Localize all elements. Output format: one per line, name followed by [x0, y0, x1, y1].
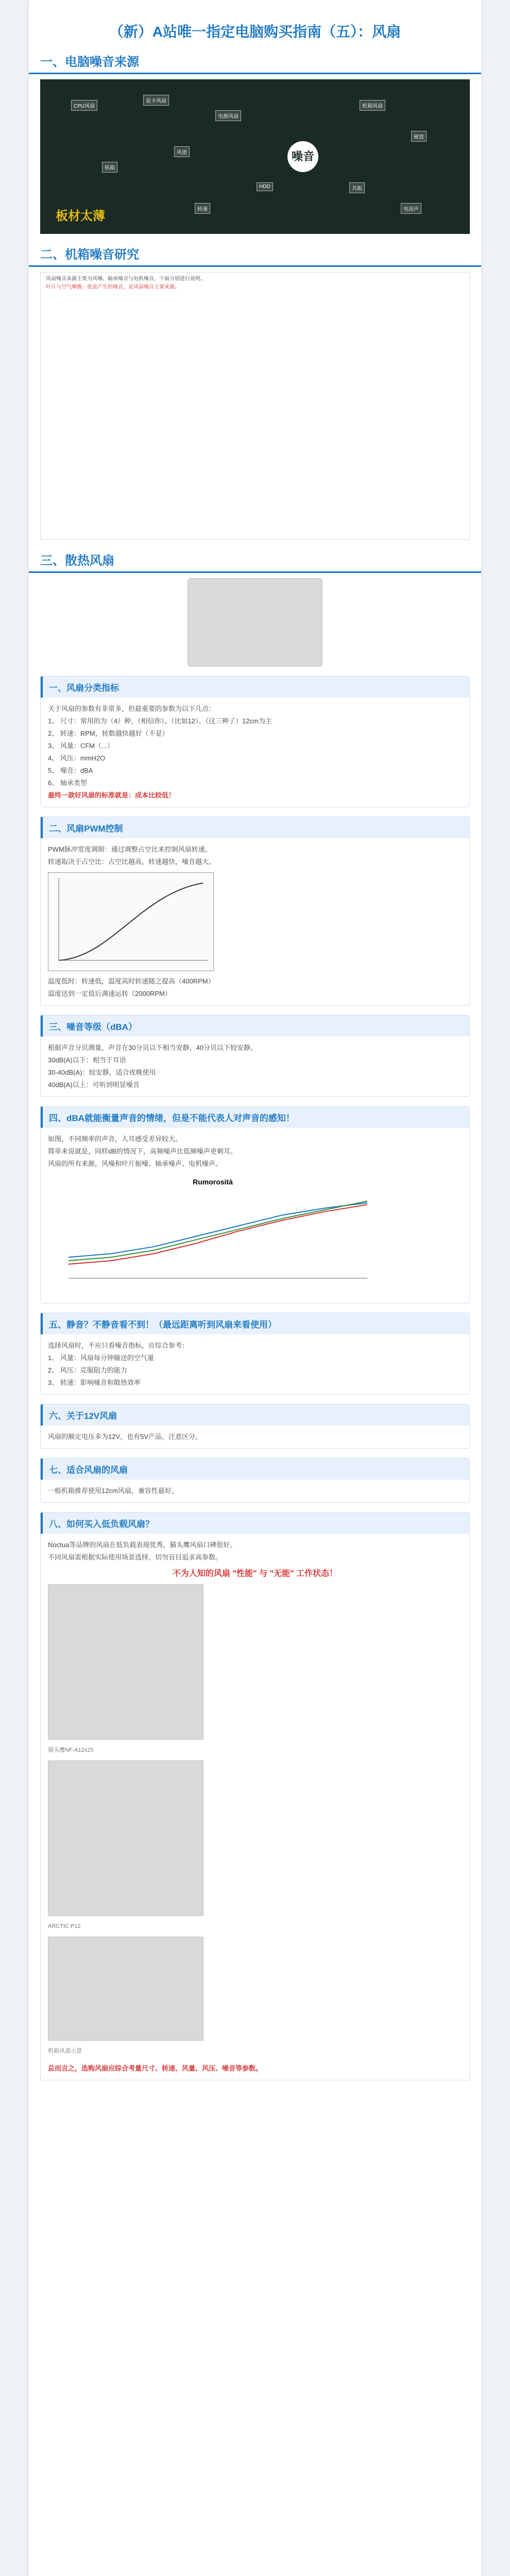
b5-item: 1、 风量：风扇每分钟输送的空气量 [48, 1354, 154, 1362]
box-b4 [40, 1106, 470, 1303]
fan-photo-2 [48, 1760, 203, 1916]
b2-text: PWM脉冲宽度调制：通过调整占空比来控制风扇转速。 [48, 845, 212, 853]
box-b2 [40, 817, 470, 1006]
photo-caption: 机箱风道示意 [48, 2048, 82, 2054]
mindmap-node: 硬盘 [411, 131, 427, 142]
b3-text: 根据声音分贝测量，声音在30分贝以下相当安静，40分贝以下较安静。 [48, 1044, 257, 1052]
section-heading-noise-source: 一、电脑噪音来源 [29, 52, 481, 74]
box-b3 [40, 1015, 470, 1097]
page-title: （新）A站唯一指定电脑购买指南（五）：风扇 [109, 24, 401, 40]
series-line [69, 1203, 367, 1257]
case-noise-scan [40, 272, 470, 540]
mindmap-node: CPU风扇 [71, 100, 97, 111]
b5-item: 2、 风压：克服阻力的能力 [48, 1366, 127, 1374]
photo-caption: 猫头鹰NF-A12x25 [48, 1747, 94, 1753]
mindmap-node: 风道 [174, 146, 190, 157]
mindmap-node: 电源风扇 [215, 110, 241, 121]
article-page [29, 0, 481, 2576]
b3-text: 40dB(A)以上：可听到明显噪音 [48, 1081, 140, 1089]
b2-text: 温度低时：转速低，温度高时转速随之提高（400RPM） [48, 977, 215, 985]
b6-text: 风扇的额定电压多为12V，也有5V产品，注意区分。 [48, 1433, 202, 1440]
section-heading-fans: 三、散热风扇 [29, 550, 481, 573]
box-b6 [40, 1404, 470, 1449]
mindmap-node: HDD [257, 182, 273, 191]
b1-item: 1、 尺寸：常用的为（4）种，（相信你）、（比如12）、（这三种了）12cm为主 [48, 717, 272, 725]
fan-photo-1 [48, 1584, 203, 1740]
b3-text: 30dB(A)以下：相当于耳语 [48, 1056, 126, 1064]
fan-photo-3 [48, 1937, 203, 2041]
photo-caption: ARCTIC P12 [48, 1923, 81, 1929]
box-b8-title: 八、如何买入低负载风扇？ [41, 1513, 469, 1534]
b1-item: 5、 噪音：dBA [48, 767, 93, 774]
box-b1-title: 一、风扇分类指标 [41, 676, 469, 698]
noise-chart-svg [48, 1175, 378, 1294]
box-b4-title: 四、dBA就能衡量声音的情绪，但是不能代表人对声音的感知！ [41, 1107, 469, 1128]
box-b6-title: 六、关于12V风扇 [41, 1404, 469, 1426]
box-b7 [40, 1458, 470, 1503]
b4-text: 风扇的所有来源，风噪和叶片振噪、轴承噪声、电机噪声。 [48, 1160, 223, 1167]
mindmap-chalk-text: 板材太薄 [56, 209, 105, 223]
mindmap-node: 电流声 [401, 203, 421, 214]
box-b8 [40, 1512, 470, 2080]
noise-mindmap [40, 79, 470, 234]
b4-text: 简单来说就是，同样dB的情况下，高频噪声比低频噪声更刺耳。 [48, 1147, 237, 1155]
b1-footer: 最终一款好风扇的标准就是：成本比较低！ [48, 791, 176, 799]
box-b5 [40, 1313, 470, 1395]
b7-text: 一般机箱推荐使用12cm风扇，兼容性最好。 [48, 1487, 178, 1495]
b4-text: 如图，不同频率的声音，人耳感受差异较大。 [48, 1135, 182, 1143]
b3-text: 30-40dB(A)：较安静，适合夜晚使用 [48, 1069, 156, 1076]
box-b7-title: 七、适合风扇的风扇 [41, 1459, 469, 1480]
b8-text: 不同风扇需根据实际使用场景选择，切勿盲目追求高参数。 [48, 1553, 223, 1561]
mindmap-node: 机箱风扇 [360, 100, 385, 111]
b8-subtitle: 不为人知的风扇 "性能" 与 "无能" 工作状态！ [172, 1569, 338, 1578]
mindmap-node: 机箱 [102, 162, 117, 173]
mindmap-node: 转速 [195, 203, 210, 214]
mindmap-center: 噪音 [287, 141, 318, 172]
b1-item: 4、 风压：mmH2O [48, 754, 106, 762]
b1-item: 2、 转速：RPM，转数越快越好（不是） [48, 730, 169, 737]
box-b3-title: 三、噪音等级（dBA） [41, 1015, 469, 1037]
box-b5-title: 五、静音？不静音看不到！（最远距离听到风扇来看使用） [41, 1313, 469, 1334]
b1-item: 6、 轴承类型 [48, 779, 87, 787]
mindmap-node: 显卡风扇 [143, 95, 169, 106]
b8-text: Noctua等品牌的风扇在低负载表现优秀，猫头鹰风扇口碑很好。 [48, 1541, 237, 1549]
mindmap-node: 共振 [349, 182, 365, 193]
b2-text: 温度达到一定值后满速运转（2000RPM） [48, 990, 172, 997]
box-b2-title: 二、风扇PWM控制 [41, 817, 469, 838]
b5-item: 3、 转速：影响噪音和散热效率 [48, 1379, 141, 1386]
scan-line: 风扇噪音来源主要为风噪、轴承噪音与电机噪音，下面分别进行说明。 [46, 276, 206, 282]
scan-line: 叶片与空气摩擦、扰流产生的噪音，是风扇噪音主要来源。 [46, 284, 180, 290]
noise-chart [48, 1175, 462, 1298]
b2-text: 转速取决于占空比：占空比越高，转速越快，噪音越大。 [48, 858, 216, 866]
b1-item: 3、 风量：CFM（...） [48, 742, 114, 750]
b8-conclusion: 总而言之，选购风扇应综合考量尺寸、转速、风量、风压、噪音等参数。 [48, 2064, 263, 2072]
box-b1 [40, 676, 470, 807]
pwm-curve-graph [48, 872, 214, 971]
section-heading-case-noise: 二、机箱噪音研究 [29, 244, 481, 267]
pwm-curve-svg [48, 873, 213, 971]
b5-text: 选择风扇时，不应只看噪音指标，应综合参考： [48, 1342, 189, 1349]
chart-title: Rumorosità [193, 1178, 233, 1186]
b1-intro: 关于风扇的参数有非常多，但最重要的参数为以下几点： [48, 705, 216, 713]
fan-photo [188, 578, 322, 667]
